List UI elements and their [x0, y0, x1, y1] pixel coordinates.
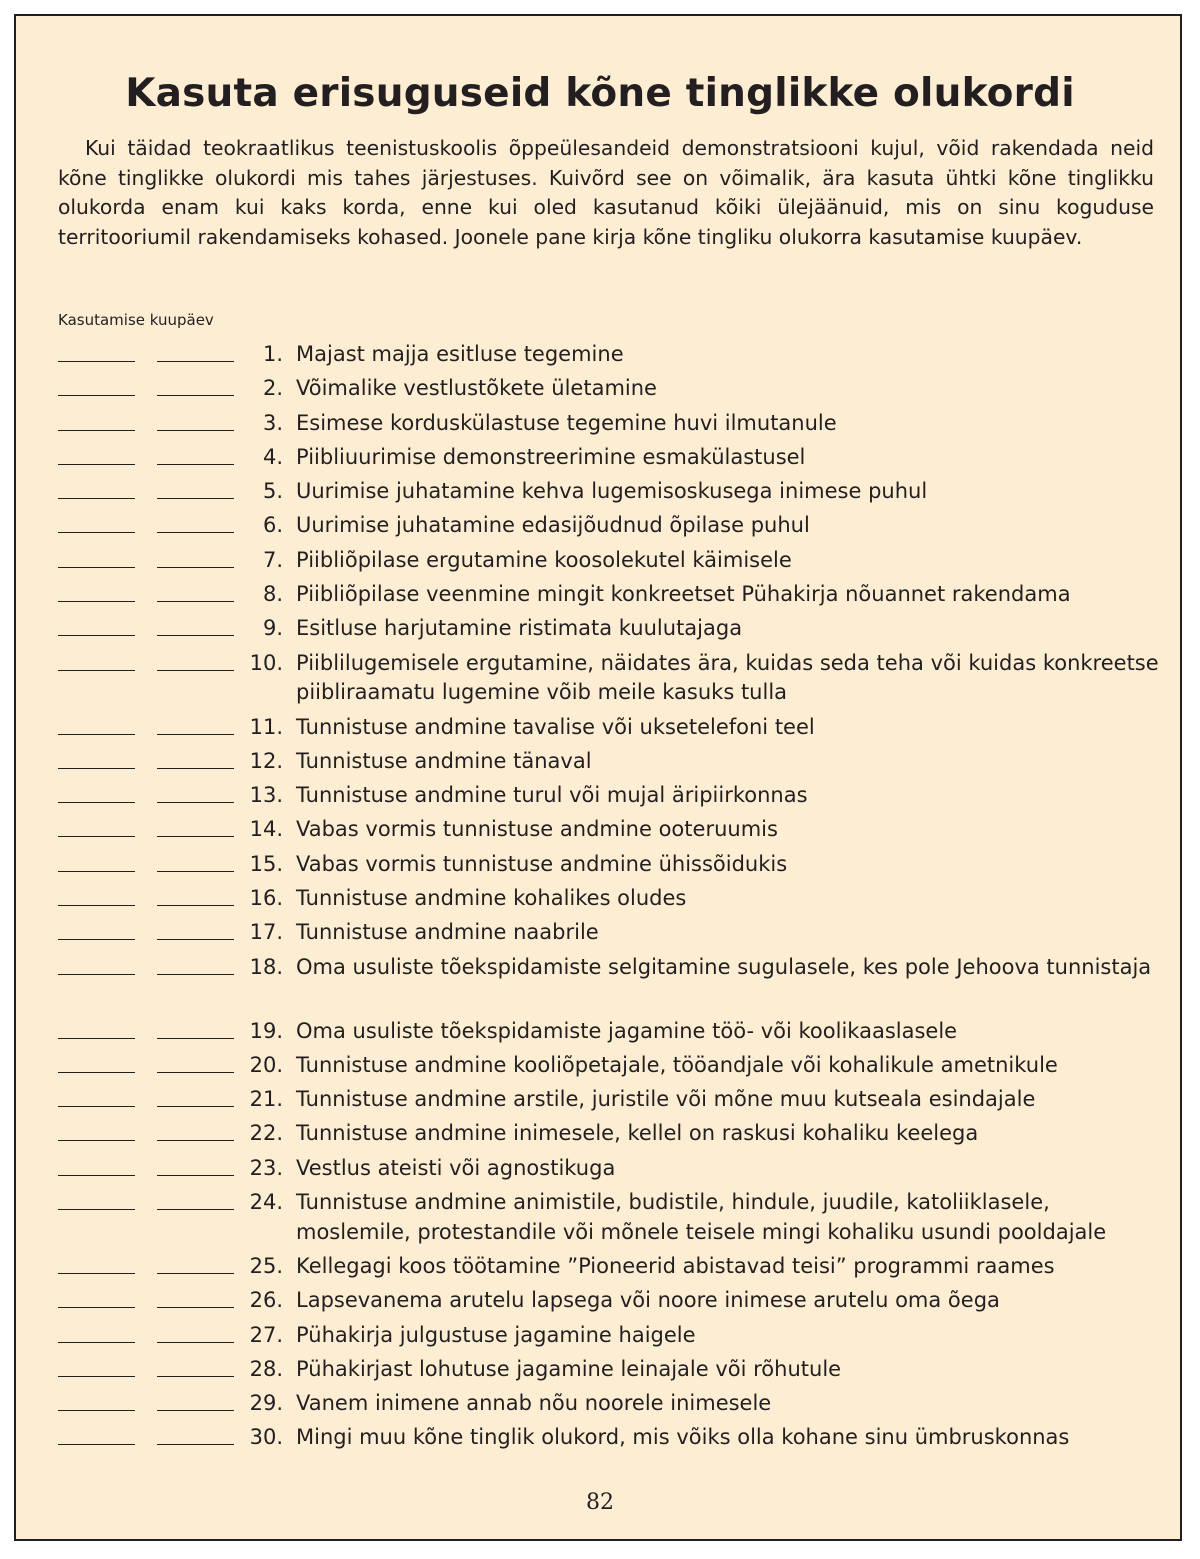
date-blank-line[interactable] — [157, 464, 234, 465]
item-number: 18. — [249, 954, 283, 979]
item-number: 22. — [249, 1121, 283, 1146]
date-blank-line[interactable] — [157, 1342, 234, 1343]
item-text: Tunnistuse andmine tavalise või uksetelefoni teel — [296, 714, 815, 739]
list-item — [16, 713, 1184, 747]
date-blank-line[interactable] — [157, 1307, 234, 1308]
list-item — [16, 850, 1184, 884]
list-item — [16, 374, 1184, 408]
date-blank-line[interactable] — [58, 430, 135, 431]
item-number: 17. — [249, 920, 283, 945]
date-blank-line[interactable] — [157, 670, 234, 671]
date-blank-line[interactable] — [157, 939, 234, 940]
date-blank-line[interactable] — [157, 1072, 234, 1073]
item-text: Tunnistuse andmine kohalikes oludes — [296, 886, 687, 911]
date-blank-line[interactable] — [157, 567, 234, 568]
item-text: Esitluse harjutamine ristimata kuulutajaga — [296, 616, 743, 641]
list-item — [16, 1017, 1184, 1051]
item-number: 16. — [249, 886, 283, 911]
date-blank-line[interactable] — [157, 1444, 234, 1445]
item-number: 5. — [262, 479, 283, 504]
item-number: 21. — [249, 1087, 283, 1112]
item-text: Uurimise juhatamine kehva lugemisoskusega inimese puhul — [296, 479, 928, 504]
date-blank-line[interactable] — [157, 871, 234, 872]
item-number: 24. — [249, 1190, 283, 1215]
date-blank-line[interactable] — [58, 871, 135, 872]
item-number: 27. — [249, 1322, 283, 1347]
date-blank-line[interactable] — [157, 430, 234, 431]
list-item — [16, 477, 1184, 511]
date-column-label: Kasutamise kuupäev — [58, 311, 214, 329]
list-item — [16, 443, 1184, 477]
list-item — [16, 747, 1184, 781]
item-number: 23. — [249, 1155, 283, 1180]
date-blank-line[interactable] — [157, 635, 234, 636]
date-blank-line[interactable] — [157, 1038, 234, 1039]
item-text: Tunnistuse andmine kooliõpetajale, tööandjale või kohalikule ametnikule — [296, 1052, 1058, 1077]
item-text: Vabas vormis tunnistuse andmine ühissõidukis — [296, 851, 788, 876]
list-item — [16, 918, 1184, 952]
date-blank-line[interactable] — [58, 498, 135, 499]
date-blank-line[interactable] — [58, 464, 135, 465]
list-item — [16, 649, 1184, 713]
page-frame — [14, 14, 1182, 1541]
item-text: Vabas vormis tunnistuse andmine ooteruumis — [296, 817, 778, 842]
date-blank-line[interactable] — [58, 836, 135, 837]
item-number: 8. — [262, 582, 283, 607]
date-blank-line[interactable] — [58, 974, 135, 975]
item-number: 3. — [262, 410, 283, 435]
date-blank-line[interactable] — [58, 1209, 135, 1210]
list-item — [16, 1389, 1184, 1423]
item-text: Pühakirjast lohutuse jagamine leinajale või rõhutule — [296, 1356, 842, 1381]
date-blank-line[interactable] — [157, 768, 234, 769]
item-text: Kellegagi koos töötamine ”Pioneerid abistavad teisi” programmi raames — [296, 1253, 1055, 1278]
item-text: Piibliuurimise demonstreerimine esmakülastusel — [296, 444, 806, 469]
list-item — [16, 1321, 1184, 1355]
item-text: Tunnistuse andmine tänaval — [296, 748, 592, 773]
date-blank-line[interactable] — [58, 1038, 135, 1039]
item-number: 14. — [249, 817, 283, 842]
list-item — [16, 580, 1184, 614]
item-number: 15. — [249, 851, 283, 876]
list-item — [16, 884, 1184, 918]
date-blank-line[interactable] — [58, 1444, 135, 1445]
item-text: Tunnistuse andmine animistile, budistile, hindule, juudile, katoliiklasele, moslemile, protestandile või mõnele teisele mingi kohaliku usundi pooldajale — [296, 1190, 1107, 1244]
date-blank-line[interactable] — [157, 361, 234, 362]
list-item — [16, 1085, 1184, 1119]
date-blank-line[interactable] — [58, 532, 135, 533]
item-text: Mingi muu kõne tinglik olukord, mis võiks olla kohane sinu ümbruskonnas — [296, 1425, 1070, 1450]
item-number: 6. — [262, 513, 283, 538]
date-blank-line[interactable] — [58, 1072, 135, 1073]
list-item — [16, 1355, 1184, 1389]
date-blank-line[interactable] — [58, 1106, 135, 1107]
date-blank-line[interactable] — [58, 670, 135, 671]
date-blank-line[interactable] — [58, 567, 135, 568]
item-number: 1. — [262, 342, 283, 366]
date-blank-line[interactable] — [157, 1106, 234, 1107]
item-number: 28. — [249, 1356, 283, 1381]
date-blank-line[interactable] — [58, 802, 135, 803]
item-number: 25. — [249, 1253, 283, 1278]
list-item — [16, 781, 1184, 815]
date-blank-line[interactable] — [157, 1410, 234, 1411]
date-blank-line[interactable] — [58, 1175, 135, 1176]
list-item — [16, 511, 1184, 545]
item-text: Tunnistuse andmine naabrile — [296, 920, 599, 945]
date-blank-line[interactable] — [157, 1376, 234, 1377]
date-blank-line[interactable] — [58, 635, 135, 636]
item-text: Pühakirja julgustuse jagamine haigele — [296, 1322, 696, 1347]
date-blank-line[interactable] — [157, 1140, 234, 1141]
date-blank-line[interactable] — [58, 601, 135, 602]
item-number: 7. — [262, 547, 283, 572]
item-text: Piiblilugemisele ergutamine, näidates ära, kuidas seda teha või kuidas konkreetse piibliraamatu lugemine võib meile kasuks tulla — [296, 650, 1159, 705]
date-blank-line[interactable] — [58, 1307, 135, 1308]
list-item — [16, 1154, 1184, 1188]
date-blank-line[interactable] — [58, 939, 135, 940]
item-number: 2. — [262, 376, 283, 401]
item-text: Majast majja esitluse tegemine — [296, 342, 624, 366]
date-blank-line[interactable] — [58, 905, 135, 906]
item-text: Vestlus ateisti või agnostikuga — [296, 1155, 616, 1180]
list-item — [16, 815, 1184, 849]
item-text: Piibliõpilase ergutamine koosolekutel käimisele — [296, 547, 792, 572]
list-item — [16, 1188, 1184, 1252]
item-number: 12. — [249, 748, 283, 773]
situation-list — [16, 340, 1184, 1458]
list-item — [16, 614, 1184, 648]
item-number: 13. — [249, 783, 283, 808]
date-blank-line[interactable] — [58, 1376, 135, 1377]
item-number: 20. — [249, 1052, 283, 1077]
date-blank-line[interactable] — [157, 395, 234, 396]
date-blank-line[interactable] — [58, 1410, 135, 1411]
item-number: 10. — [249, 650, 283, 675]
list-item — [16, 409, 1184, 443]
date-blank-line[interactable] — [58, 1342, 135, 1343]
item-number: 29. — [249, 1391, 283, 1416]
list-item — [16, 1119, 1184, 1153]
item-number: 11. — [249, 714, 283, 739]
date-blank-line[interactable] — [157, 836, 234, 837]
date-blank-line[interactable] — [157, 532, 234, 533]
intro-paragraph: Kui täidad teokraatlikus teenistuskoolis õppeülesandeid demonstratsiooni kujul, võid rakendada neid kõne tinglikke olukordi mis tahes järjestuses. Kuivõrd see on võimalik, ära kasuta ühtki kõne tinglikku olukorda enam kui kaks korda, enne kui oled kasutanud kõiki ülejäänuid, mis on sinu koguduse territooriumil rakendamiseks kohased. Joonele pane kirja kõne tingliku olukorra kasutamise kuupäev. — [58, 136, 1154, 249]
date-blank-line[interactable] — [157, 1273, 234, 1274]
item-text: Piibliõpilase veenmine mingit konkreetset Pühakirja nõuannet rakendama — [296, 582, 1071, 607]
date-blank-line[interactable] — [58, 734, 135, 735]
item-text: Oma usuliste tõekspidamiste selgitamine sugulasele, kes pole Jehoova tunnistaja — [296, 954, 1152, 979]
item-text: Oma usuliste tõekspidamiste jagamine töö- või koolikaaslasele — [296, 1018, 958, 1043]
date-blank-line[interactable] — [58, 395, 135, 396]
date-blank-line[interactable] — [58, 361, 135, 362]
list-item — [16, 1051, 1184, 1085]
date-blank-line[interactable] — [58, 768, 135, 769]
item-text: Tunnistuse andmine inimesele, kellel on raskusi kohaliku keelega — [296, 1121, 979, 1146]
item-text: Tunnistuse andmine turul või mujal äripiirkonnas — [296, 783, 808, 808]
date-blank-line[interactable] — [157, 974, 234, 975]
date-blank-line[interactable] — [157, 1209, 234, 1210]
item-text: Lapsevanema arutelu lapsega või noore inimese arutelu oma õega — [296, 1288, 1000, 1313]
list-item — [16, 1252, 1184, 1286]
list-item — [16, 1286, 1184, 1320]
date-blank-line[interactable] — [157, 905, 234, 906]
item-text: Uurimise juhatamine edasijõudnud õpilase puhul — [296, 513, 810, 538]
item-text: Tunnistuse andmine arstile, juristile või mõne muu kutseala esindajale — [296, 1087, 1036, 1112]
item-number: 19. — [249, 1018, 283, 1043]
page-number: 82 — [586, 1490, 614, 1515]
page-title: Kasuta erisuguseid kõne tinglikke olukordi — [125, 71, 1075, 116]
item-number: 9. — [262, 616, 283, 641]
date-blank-line[interactable] — [157, 1175, 234, 1176]
list-item — [16, 953, 1184, 1017]
date-blank-line[interactable] — [157, 498, 234, 499]
item-text: Vanem inimene annab nõu noorele inimesele — [296, 1391, 772, 1416]
list-item — [16, 546, 1184, 580]
date-blank-line[interactable] — [157, 734, 234, 735]
date-blank-line[interactable] — [58, 1140, 135, 1141]
list-item — [16, 340, 1184, 374]
item-number: 30. — [249, 1425, 283, 1450]
date-blank-line[interactable] — [58, 1273, 135, 1274]
item-text: Võimalike vestlustõkete ületamine — [296, 376, 657, 401]
date-blank-line[interactable] — [157, 802, 234, 803]
item-number: 4. — [262, 444, 283, 469]
item-text: Esimese korduskülastuse tegemine huvi ilmutanule — [296, 410, 837, 435]
list-item — [16, 1423, 1184, 1457]
item-number: 26. — [249, 1288, 283, 1313]
date-blank-line[interactable] — [157, 601, 234, 602]
